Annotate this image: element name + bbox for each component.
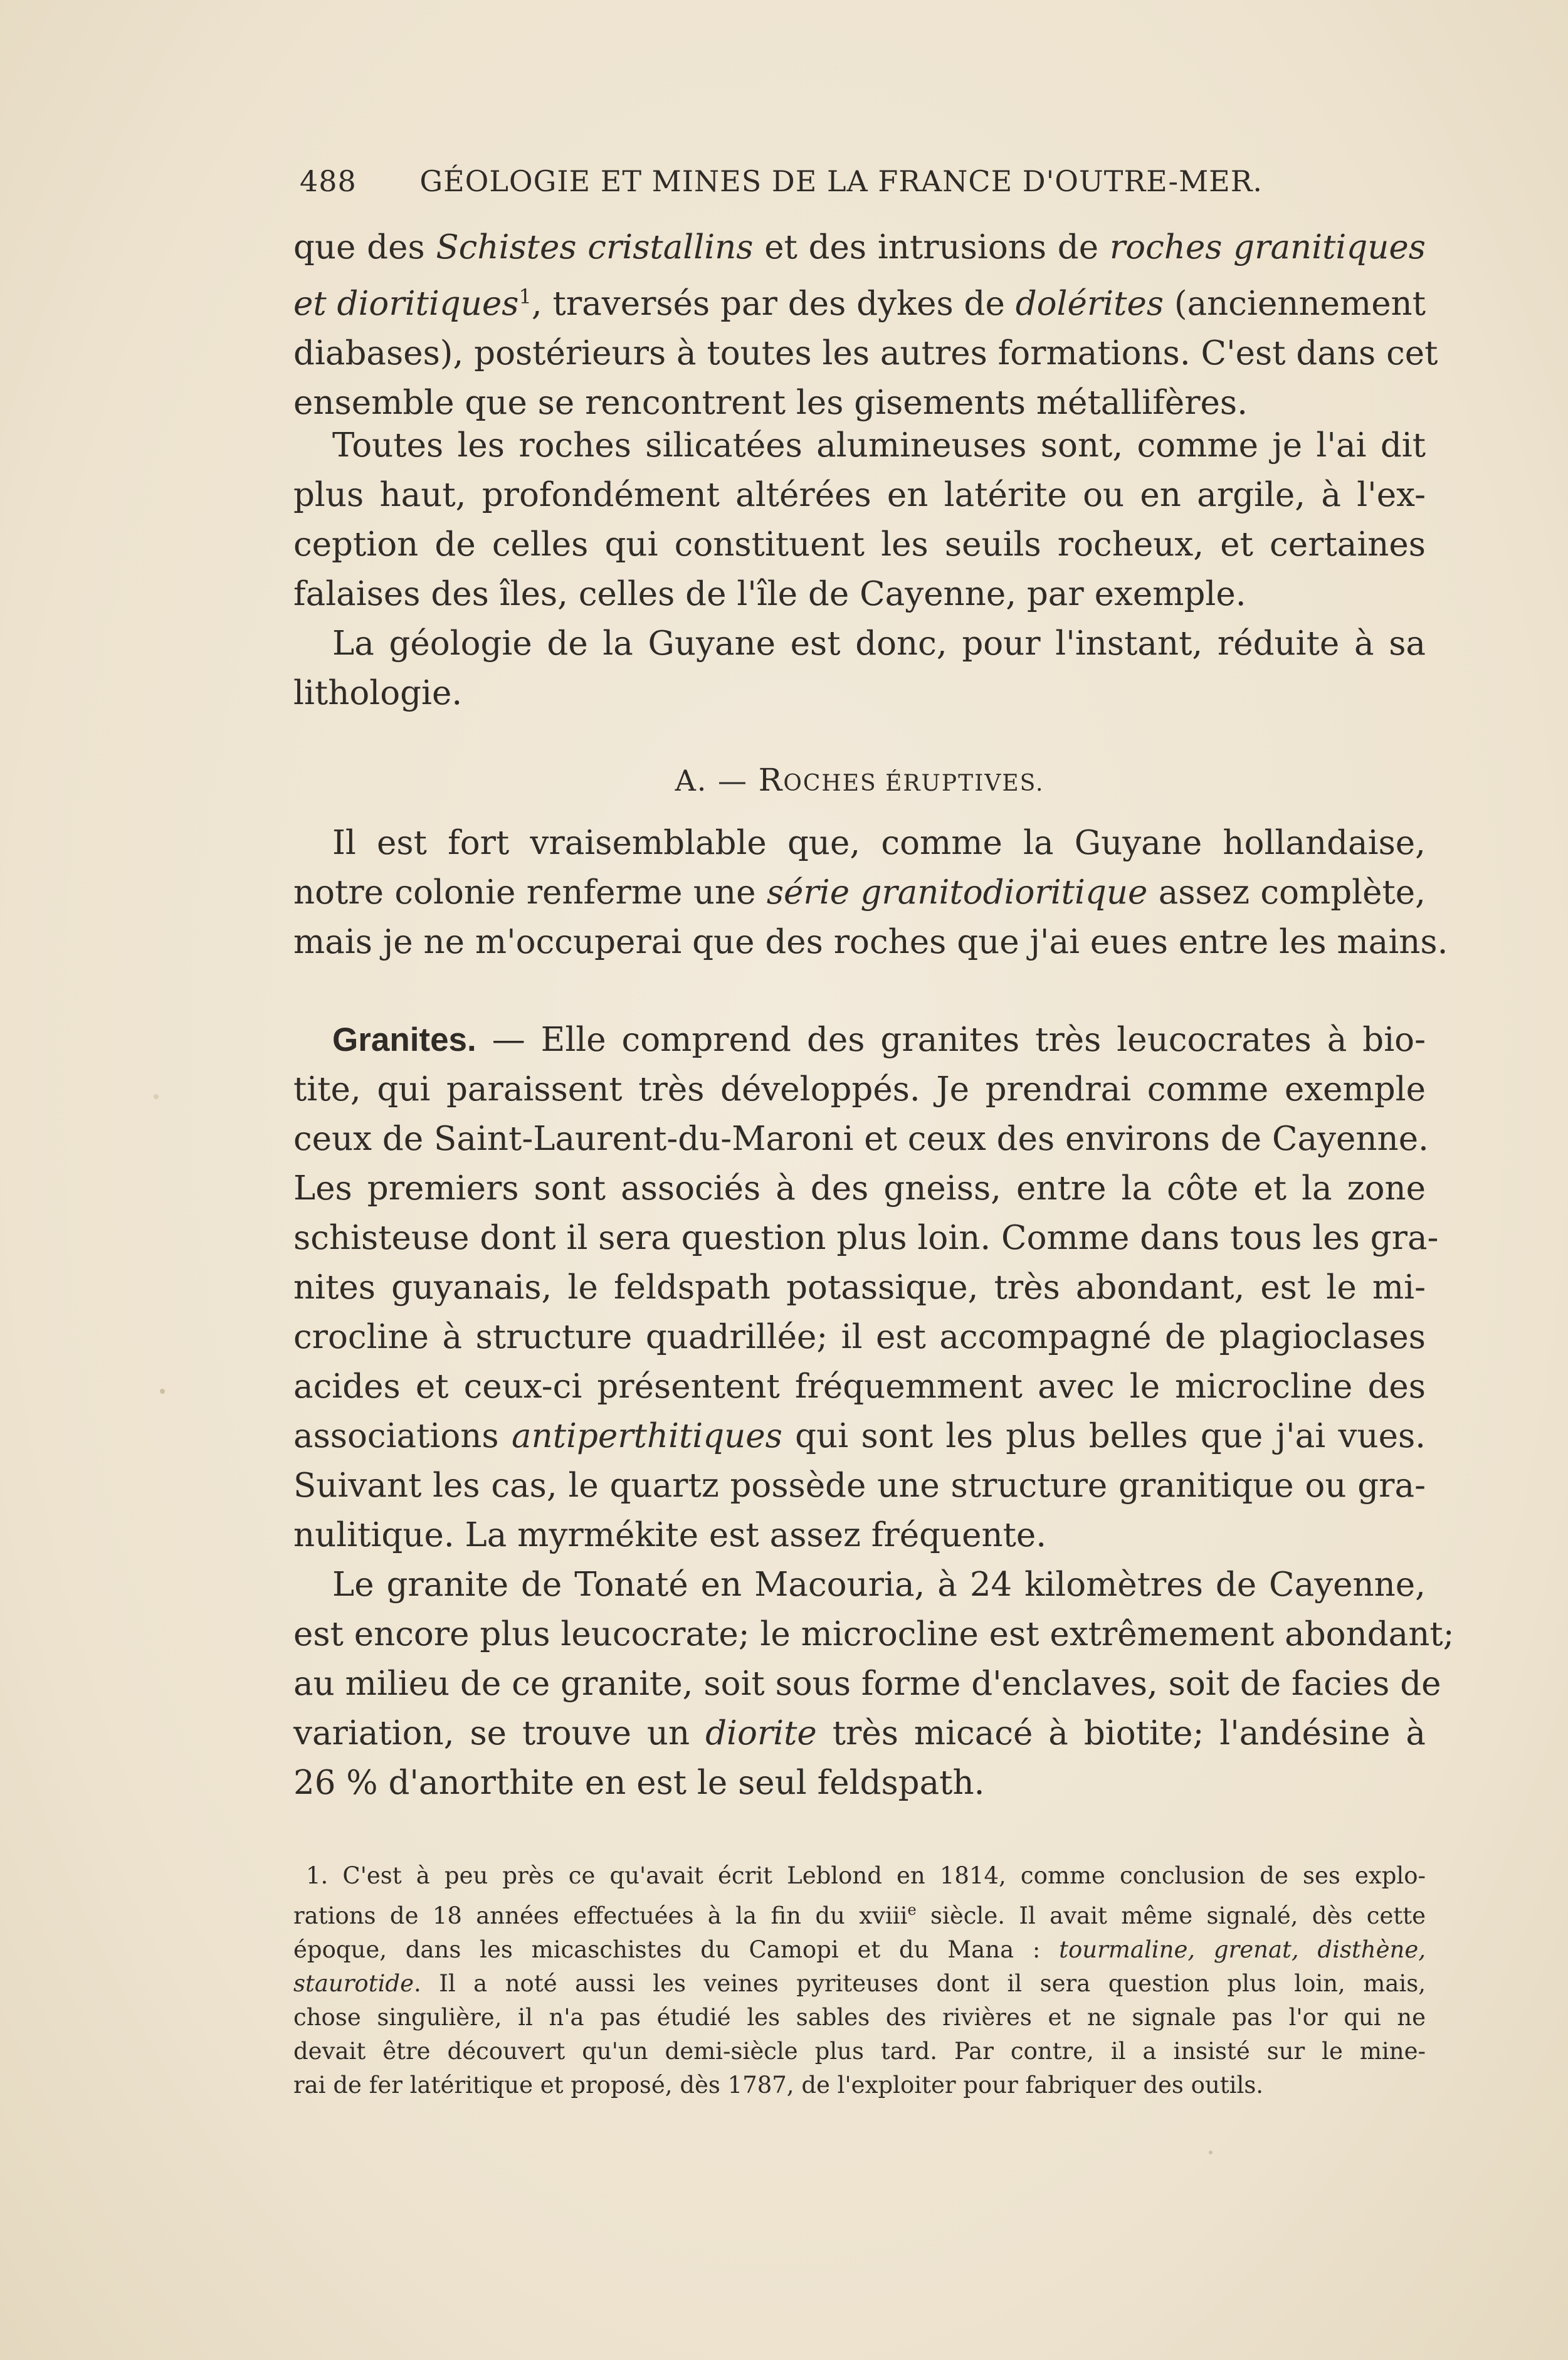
paragraph-intro: que des Schistes cristallins et des intrusions de roches granitiques et dioritiques$^1$, traversés par des dykes de dolérites (anciennement diabases), postérieurs à toutes les autres formations. C'est dans cet ensemble que se rencontrent les gisements métallifères. — [293, 228, 1438, 422]
paragraph-alteration: Toutes les roches silicatées alumineuses sont, comme je l'ai dit plus haut, profondément altérées en latérite ou en argile, à l'ex- ception de celles qui constituent les seuils rocheux, et certaines falaises des îles, celles de l'île de Cayenne, par exemple. — [293, 426, 1426, 613]
paragraph-granites: Granites. — Elle comprend des granites très leucocrates à bio- tite, qui paraissent très développés. Je prendrai comme exemple ceux de Saint-Laurent-du-Maroni et ceux des environs de Cayenne. Les premiers sont associés à des gneiss, entre la côte et la zone schisteuse dont il sera question plus loin. Comme dans tous les gra- nites guyanais, le feldspath potassique, très abondant, est le mi- crocline à structure quadrillée; il est accompagné de plagioclases acides et ceux-ci présentent fréquemment avec le microcline des associations antiperthitiques qui sont les plus belles que j'ai vues. Suivant les cas, le quartz possède une structure granitique ou gra- nulitique. La myrmékite est assez fréquente. — [293, 1021, 1439, 1554]
running-title: GÉOLOGIE ET MINES DE LA FRANCE D'OUTRE-MER. — [419, 164, 1263, 198]
paragraph-lithology: La géologie de la Guyane est donc, pour l'instant, réduite à sa lithologie. — [293, 624, 1426, 712]
paragraph-tonate: Le granite de Tonaté en Macouria, à 24 kilomètres de Cayenne, est encore plus leucocrate; le microcline est extrêmement abondant; au milieu de ce granite, soit sous forme d'enclaves, soit de facies de variation, se trouve un diorite très micacé à biotite; l'andésine à 26 % d'anorthite en est le seul feldspath. — [293, 1566, 1455, 1802]
paragraph-eruptive: Il est fort vraisemblable que, comme la Guyane hollandaise, notre colonie renferme une série granitodioritique assez complète, mais je ne m'occuperai que des roches que j'ai eues entre les mains. — [293, 824, 1448, 961]
footnote-marker: 1 — [518, 285, 532, 308]
granites-label: Granites. — [332, 1021, 476, 1058]
running-header — [300, 164, 1263, 198]
paper-speck — [160, 1389, 165, 1394]
paper-speck — [1209, 2151, 1213, 2154]
section-heading: A. — ROCHES ÉRUPTIVES. — [675, 762, 1044, 798]
paper-speck — [154, 1094, 159, 1099]
page-number: 488 — [300, 164, 357, 198]
footnote: 1. C'est à peu près ce qu'avait écrit Leblond en 1814, comme conclusion de ses explo- rations de 18 années effectuées à la fin du xviii$^e$ siècle. Il avait même signalé, dès cette époque, dans les micaschistes du Camopi et du Mana : tourmaline, grenat, disthène, staurotide. Il a noté aussi les veines pyriteuses dont il sera question plus loin, mais, chose singulière, il n'a pas étudié les sables des rivières et ne signale pas l'or qui ne devait être découvert qu'un demi-siècle plus tard. Par contre, il a insisté sur le mine- rai de fer latéritique et proposé, dès 1787, de l'exploiter pour fabriquer des outils. — [293, 1862, 1426, 2099]
